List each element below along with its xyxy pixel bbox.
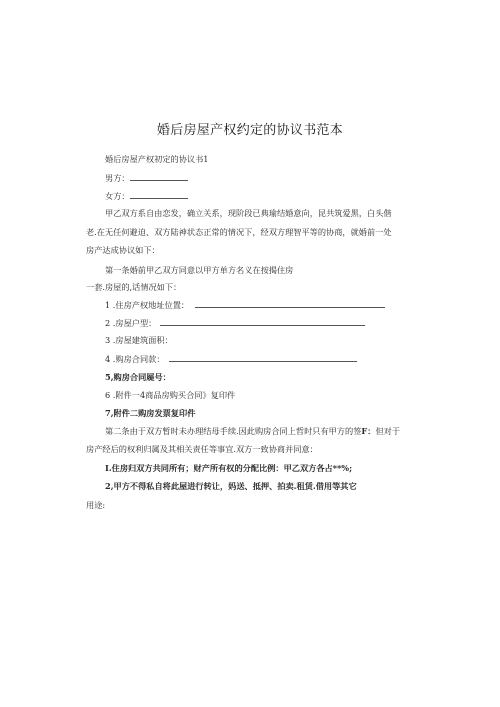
item4-line (105, 353, 357, 365)
clause2-line: 2,甲方不得私自将此屋进行转让，妈送、抵押、拍卖.租赁.借用等其它 (105, 481, 357, 491)
item2-line (105, 317, 365, 329)
item3-line: 3 .房屋建筑面积： (105, 335, 173, 345)
article2-line2: 房产经后的权利归属及其相关责任等事宜.双方一致协商并同意： (86, 444, 318, 454)
article2-line1-a: 第二条由于双方暂时未办理结母手续.因此购房合同上哲时只有甲方的签 (105, 426, 362, 436)
para1-line2: 老.在无任何避迫、双方陆神状态正常的情况下，经双方理智平等的协商，就婚前一处 (86, 227, 392, 237)
article1-line1: 第一条婚前甲乙双方同意以甲方单方名义在按揭住房 (105, 265, 294, 275)
article2-line1-b: F： (361, 426, 376, 436)
clause2-continuation: 用途: (86, 500, 106, 510)
item6-line: 6 .附件一4商品房购买合同》复印件 (105, 390, 236, 400)
item4-blank (169, 353, 357, 362)
party-a-line (105, 172, 188, 184)
party-a-label: 男方： (105, 173, 130, 183)
item1-label: 1 .住房产权地址位置： (105, 300, 190, 310)
document-title: 婚后房屋产权约定的协议书范本 (156, 123, 344, 138)
item1-blank (195, 299, 385, 308)
item1-line (105, 299, 385, 311)
article1-line2: 一套.房屋的,话情况如下： (86, 282, 182, 292)
party-b-blank (130, 190, 188, 199)
item2-label: 2 .房屋户型： (105, 318, 157, 328)
item2-blank (160, 317, 365, 326)
para1-line3: 房产达成协议如下： (86, 245, 160, 255)
party-a-blank (130, 172, 188, 181)
para1-line1: 甲乙双方系自由恋发，确立关系，现阶段已典瑜结婚意向，昆共筑爱黑，白头偕 (105, 208, 392, 218)
agreement-heading: 婚后房屋产权初定的协议书1 (105, 154, 209, 164)
article2-line1 (105, 426, 400, 437)
item7-line: 7,附件二购房发票复印件 (105, 408, 196, 418)
party-b-line (105, 190, 188, 202)
item5-line: 5,购房合同屣号： (105, 372, 171, 382)
article2-line1-c: 但对于 (375, 426, 401, 436)
item4-label: 4 .购房合同款： (105, 354, 165, 364)
party-b-label: 女方： (105, 191, 130, 201)
clause1-line: I.住房归双方共同所有；财产所有权的分配比例：甲乙双方各占**%; (105, 463, 353, 473)
